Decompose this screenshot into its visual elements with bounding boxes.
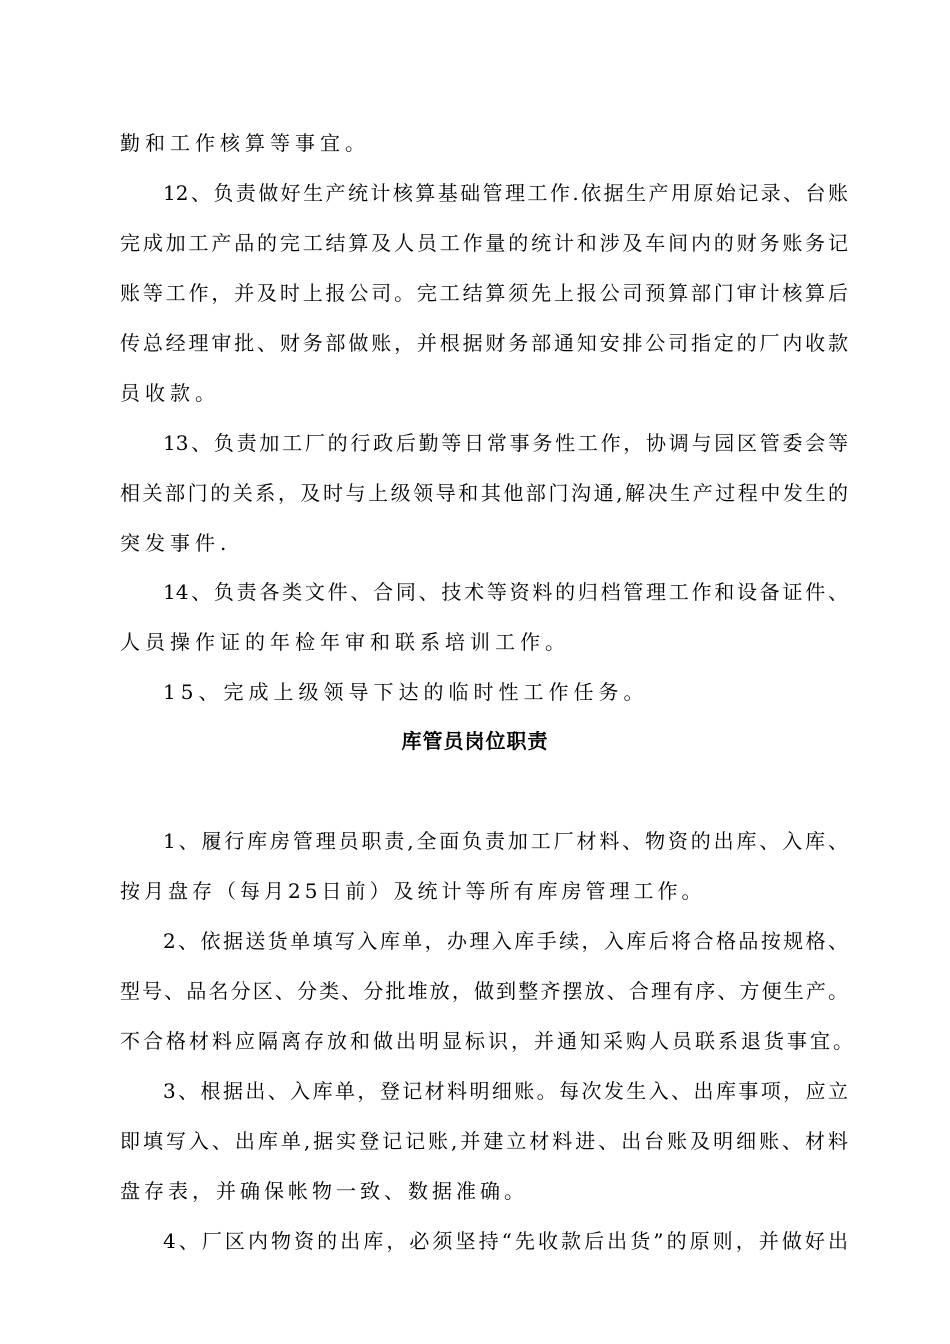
paragraph-line: 突发事件. xyxy=(120,531,232,555)
paragraph-line: 不合格材料应隔离存放和做出明显标识，并通知采购人员联系退货事宜。 xyxy=(120,1029,856,1053)
paragraph-line: 相关部门的关系，及时与上级领导和其他部门沟通,解决生产过程中发生的 xyxy=(120,481,848,505)
paragraph-line: 13、负责加工厂的行政后勤等日常事务性工作，协调与园区管委会等 xyxy=(163,431,848,455)
paragraph-line: 盘存表，并确保帐物一致、数据准确。 xyxy=(120,1179,528,1203)
paragraph-line: 人员操作证的年检年审和联系培训工作。 xyxy=(120,630,570,654)
paragraph-line: 型号、品名分区、分类、分批堆放，做到整齐摆放、合理有序、方便生产。 xyxy=(120,979,848,1003)
section-title: 库管员岗位职责 xyxy=(401,729,549,753)
paragraph-line: 4、厂区内物资的出库，必须坚持“先收款后出货”的原则，并做好出 xyxy=(163,1229,848,1253)
paragraph-line: 完成加工产品的完工结算及人员工作量的统计和涉及车间内的财务账务记 xyxy=(120,231,848,255)
paragraph-line: 14、负责各类文件、合同、技术等资料的归档管理工作和设备证件、 xyxy=(163,580,848,604)
paragraph-line: 账等工作，并及时上报公司。完工结算须先上报公司预算部门审计核算后 xyxy=(120,281,848,305)
paragraph-line: 员收款。 xyxy=(120,381,220,405)
paragraph-line: 1、履行库房管理员职责,全面负责加工厂材料、物资的出库、入库、 xyxy=(163,829,848,853)
paragraph-line: 按月盘存（每月25日前）及统计等所有库房管理工作。 xyxy=(120,879,706,903)
paragraph-line: 勤和工作核算等事宜。 xyxy=(120,131,370,155)
paragraph-line: 即填写入、出库单,据实登记记账,并建立材料进、出台账及明细账、材料 xyxy=(120,1129,848,1153)
paragraph-line: 传总经理审批、财务部做账，并根据财务部通知安排公司指定的厂内收款 xyxy=(120,331,848,355)
paragraph-line: 15、完成上级领导下达的临时性工作任务。 xyxy=(163,680,649,704)
paragraph-line: 12、负责做好生产统计核算基础管理工作.依据生产用原始记录、台账 xyxy=(163,181,848,205)
paragraph-line: 3、根据出、入库单，登记材料明细账。每次发生入、出库事项，应立 xyxy=(163,1079,848,1103)
paragraph-line: 2、依据送货单填写入库单，办理入库手续，入库后将合格品按规格、 xyxy=(163,929,848,953)
